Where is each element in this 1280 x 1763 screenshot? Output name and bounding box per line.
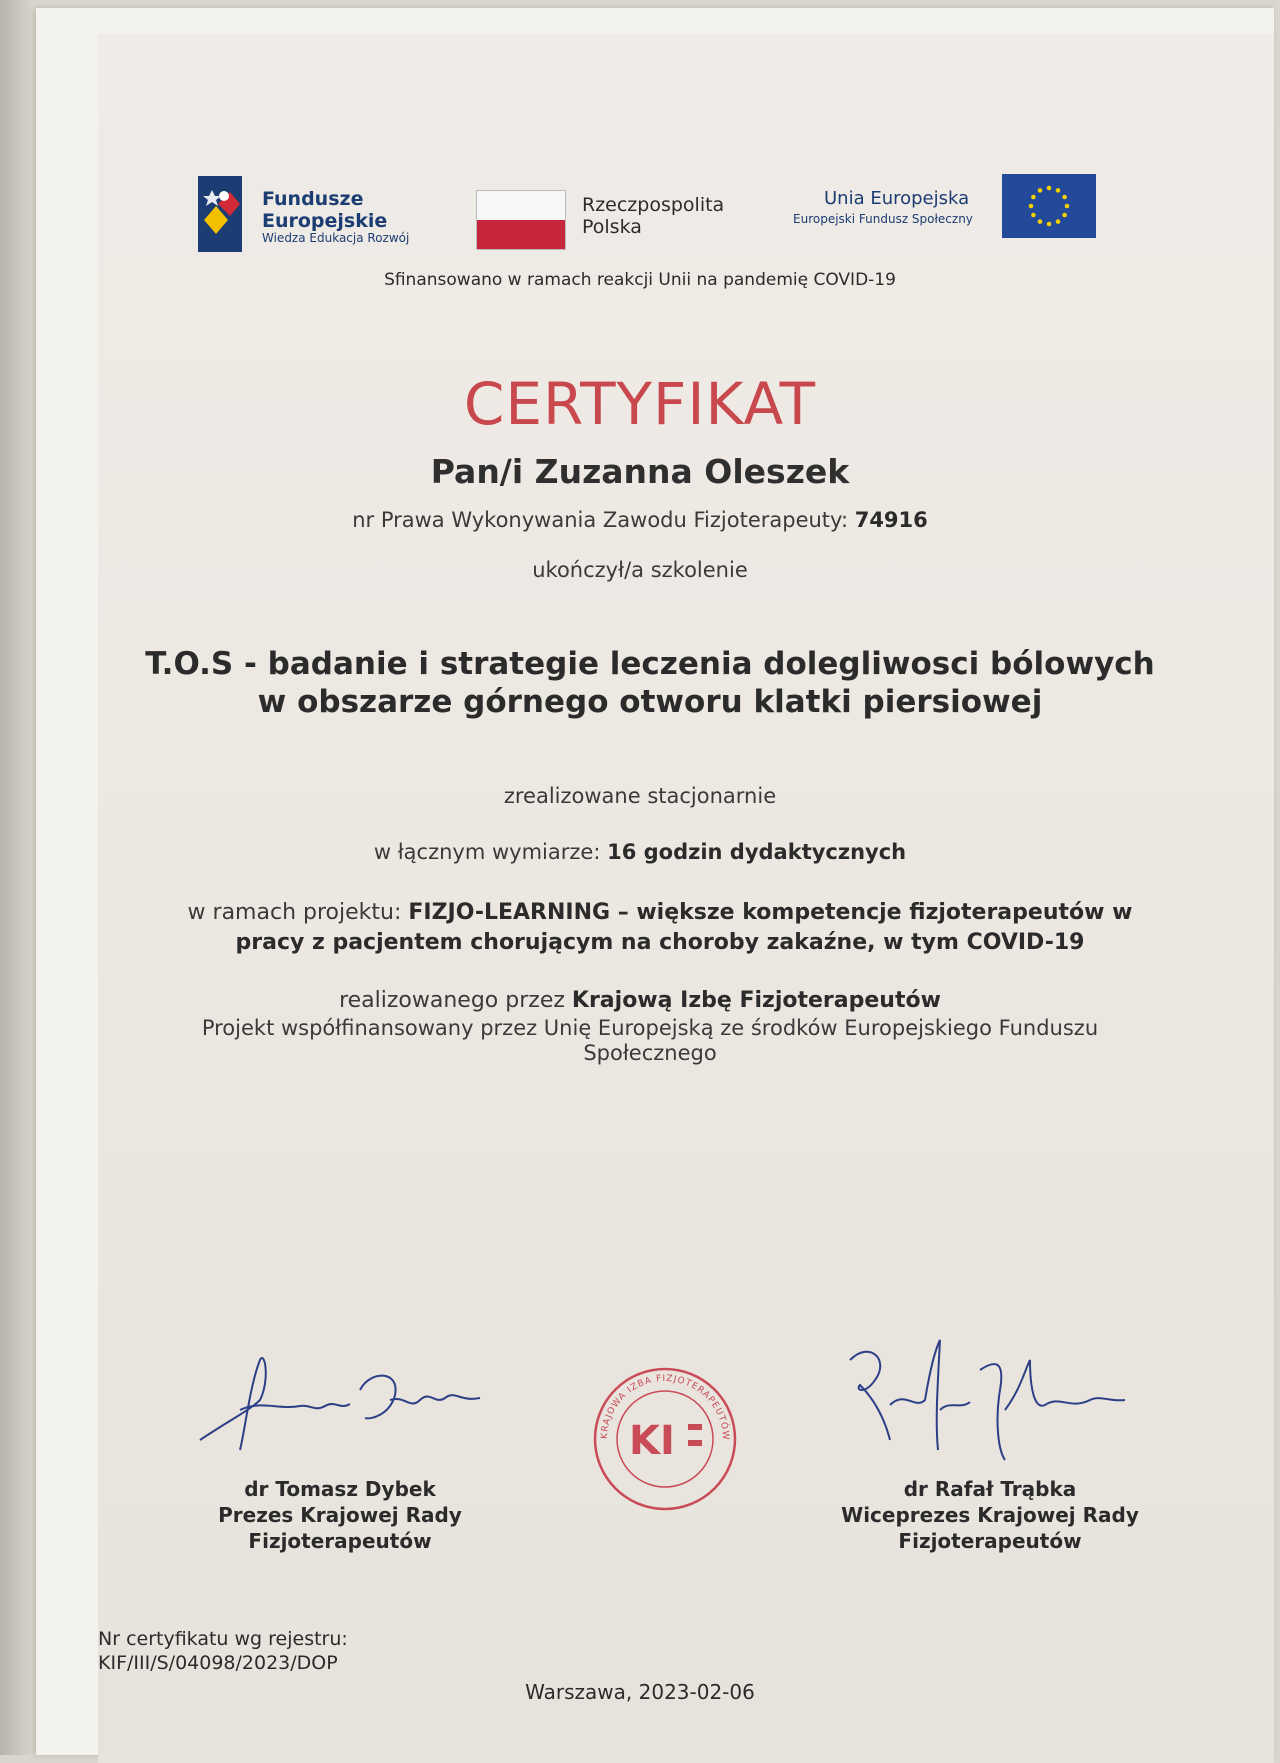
project-name-1: FIZJO-LEARNING – większe kompetencje fizjoterapeutów w: [408, 900, 1133, 925]
hours-value: 16 godzin dydaktycznych: [607, 840, 907, 864]
signer-right: [790, 1476, 1190, 1554]
realized-label: realizowanego przez: [339, 988, 565, 1013]
svg-text:KRAJOWA IZBA FIZJOTERAPEUTÓW: KRAJOWA IZBA FIZJOTERAPEUTÓW: [599, 1373, 731, 1441]
completed-text: ukończył/a szkolenie: [532, 558, 748, 582]
fundusze-europejskie-tagline: Wiedza Edukacja Rozwój: [262, 231, 410, 245]
polish-flag-icon: [476, 190, 566, 250]
fundusze-europejskie-name: Fundusze Europejskie: [262, 188, 388, 232]
place-and-date: Warszawa, 2023-02-06: [525, 1680, 755, 1704]
eu-flag-icon: [1002, 174, 1096, 238]
certificate-title: CERTYFIKAT: [463, 370, 817, 438]
cofinancing-note: Projekt współfinansowany przez Unię Europejską ze środków Europejskiego Funduszu Społecznego: [201, 1016, 1099, 1065]
project-label: w ramach projektu:: [187, 900, 402, 925]
signer-right-role-2: Fizjoterapeutów: [898, 1529, 1082, 1553]
recipient-name: Pan/i Zuzanna Oleszek: [430, 452, 850, 491]
license-number-label: nr Prawa Wykonywania Zawodu Fizjoterapeuty:: [352, 508, 849, 532]
project-name-2: pracy z pacjentem chorującym na choroby zakaźne, w tym COVID-19: [235, 930, 1085, 955]
signer-left-name: dr Tomasz Dybek: [244, 1477, 436, 1501]
signer-right-name: dr Rafał Trąbka: [903, 1477, 1077, 1501]
signer-left-role-2: Fizjoterapeutów: [248, 1529, 432, 1553]
course-title: T.O.S - badanie i strategie leczenia dolegliwosci bólowych w obszarze górnego otworu klatki piersiowej: [145, 646, 1155, 720]
kif-stamp-icon: [590, 1364, 740, 1514]
financing-note: Sfinansowano w ramach reakcji Unii na pandemię COVID-19: [384, 270, 896, 290]
fundusze-europejskie-logo-icon: [198, 176, 242, 252]
signature-left-image: [190, 1340, 490, 1460]
signer-left-role-1: Prezes Krajowej Rady: [218, 1503, 462, 1527]
hours-label: w łącznym wymiarze:: [373, 840, 601, 864]
realized-by-line: [0, 988, 1280, 1013]
efs-label: Europejski Fundusz Społeczny: [793, 212, 973, 226]
license-number-value: 74916: [854, 508, 928, 532]
registry-number: KIF/III/S/04098/2023/DOP: [98, 1652, 338, 1674]
registry-label: Nr certyfikatu wg rejestru:: [98, 1628, 348, 1650]
license-number-line: [0, 508, 1280, 532]
svg-text:KI: KI: [629, 1418, 675, 1464]
signer-right-role-1: Wiceprezes Krajowej Rady: [841, 1503, 1139, 1527]
course-mode: zrealizowane stacjonarnie: [503, 784, 777, 808]
signer-left: [160, 1476, 520, 1554]
background-surface: [0, 0, 30, 1755]
rzeczpospolita-polska-label: Rzeczpospolita Polska: [582, 194, 725, 238]
signature-right-image: [830, 1330, 1130, 1470]
course-hours-line: [0, 840, 1280, 864]
unia-europejska-label: Unia Europejska: [824, 188, 970, 209]
realized-by-org: Krajową Izbę Fizjoterapeutów: [571, 988, 941, 1013]
project-line: [100, 898, 1220, 958]
